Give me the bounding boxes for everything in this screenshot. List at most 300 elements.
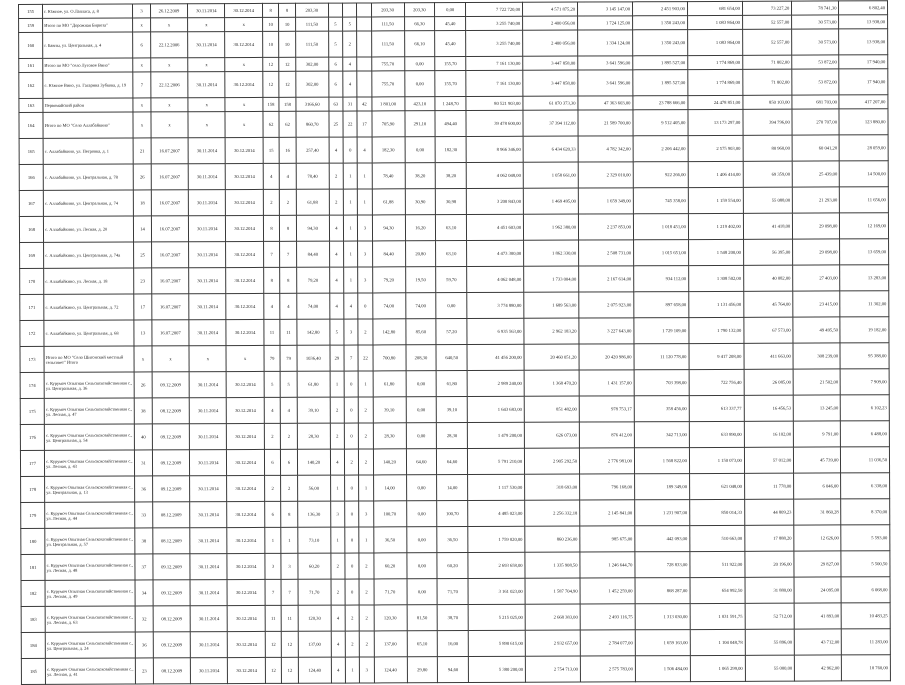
value-cell: 71,70 bbox=[298, 579, 331, 605]
address-cell: с. Курумоч Опытная Сельскохозяйственная с., ул. Центральная, д. 13 bbox=[45, 476, 135, 502]
value-cell: 2 989 240,00 bbox=[467, 370, 524, 396]
value-cell: 1 bbox=[345, 657, 359, 683]
value-cell: 25 439,00 bbox=[792, 161, 839, 187]
address-cell: с. Аллабайкино, ул. Центральная, д. 74 bbox=[43, 190, 133, 216]
value-cell: 2 bbox=[344, 449, 358, 475]
value-cell: 876 412,00 bbox=[579, 422, 634, 448]
value-cell: 2 bbox=[331, 579, 345, 605]
value-cell: 30.11.2014 bbox=[189, 216, 226, 242]
value-cell: 21 589 700,00 bbox=[578, 110, 633, 136]
value-cell: 2 bbox=[330, 423, 344, 449]
value-cell: 2 bbox=[280, 189, 297, 215]
value-cell: x bbox=[151, 58, 188, 72]
value-cell: 417 207,00 bbox=[839, 95, 888, 109]
value-cell: 155,70 bbox=[435, 57, 466, 71]
value-cell: 137,00 bbox=[374, 631, 407, 657]
value-cell: 6 935 563,00 bbox=[467, 318, 524, 344]
value-cell: 09.12.2009 bbox=[152, 450, 189, 476]
value-cell: 934 112,00 bbox=[634, 266, 689, 292]
value-cell: 0,00 bbox=[436, 293, 467, 319]
address-cell: с. Курумоч Опытная Сельскохозяйственная с., ул. Центральная, д. 36 bbox=[44, 372, 134, 398]
value-cell: 42 bbox=[357, 97, 371, 111]
value-cell: 30.11.2014 bbox=[189, 398, 226, 424]
value-cell: 61,88 bbox=[296, 189, 329, 215]
value-cell: 1 bbox=[343, 215, 357, 241]
value-cell: 5 380 200,00 bbox=[468, 656, 525, 682]
value-cell: 860,70 bbox=[296, 111, 329, 137]
value-cell: 3 255 740,00 bbox=[466, 16, 523, 30]
value-cell: 2 784 077,00 bbox=[580, 630, 635, 656]
value-cell: 140,20 bbox=[297, 449, 330, 475]
value-cell: 3166,60 bbox=[296, 97, 329, 111]
table-row bbox=[20, 343, 889, 373]
value-cell: 30.12.2014 bbox=[228, 605, 265, 631]
value-cell: 1 083 864,00 bbox=[688, 29, 743, 55]
value-cell: 30.11.2014 bbox=[190, 528, 227, 554]
value-cell: 1 bbox=[331, 527, 345, 553]
value-cell: x bbox=[134, 346, 152, 372]
value-cell: 16,20 bbox=[405, 215, 436, 241]
value-cell: 851 482,00 bbox=[524, 396, 579, 422]
value-cell: 30.11.2014 bbox=[188, 4, 225, 18]
value-cell: 45,40 bbox=[435, 31, 466, 57]
value-cell: 0,00 bbox=[404, 57, 435, 71]
value-cell: 55 000,00 bbox=[745, 655, 795, 681]
value-cell: 09.12.2009 bbox=[152, 476, 189, 502]
value-cell: 78 741,30 bbox=[792, 1, 839, 15]
table-row bbox=[21, 473, 890, 503]
value-cell: 1 131 456,00 bbox=[689, 291, 744, 317]
value-cell: 1 479 200,00 bbox=[467, 422, 524, 448]
value-cell: 30.11.2014 bbox=[188, 72, 225, 98]
row-number-cell: 155 bbox=[19, 4, 43, 18]
value-cell: 30.12.2014 bbox=[226, 241, 263, 267]
value-cell: 30.11.2014 bbox=[189, 372, 226, 398]
value-cell: 13 938,00 bbox=[839, 29, 888, 55]
value-cell: 10 bbox=[279, 31, 296, 57]
value-cell: 3 145 147,00 bbox=[578, 2, 633, 16]
value-cell: 10 483,25 bbox=[842, 603, 891, 629]
value-cell: 270 707,00 bbox=[792, 109, 839, 135]
value-cell: 1 015 651,00 bbox=[634, 240, 689, 266]
value-cell: 681 703,00 bbox=[792, 95, 839, 109]
value-cell: 155,70 bbox=[435, 71, 466, 97]
address-cell: с. Аллабайкино, ул. Лесная, д. 18 bbox=[44, 268, 134, 294]
value-cell: 13 173 297,00 bbox=[688, 109, 743, 135]
row-number-cell: 172 bbox=[20, 320, 44, 346]
value-cell: 16 456,53 bbox=[744, 395, 794, 421]
value-cell: 5 215 025,00 bbox=[468, 604, 525, 630]
value-cell: 78,40 bbox=[296, 163, 329, 189]
value-cell: 41 418,00 bbox=[743, 213, 793, 239]
value-cell: 11 bbox=[280, 319, 297, 345]
value-cell: x bbox=[225, 97, 262, 111]
value-cell: 4 062 048,00 bbox=[467, 266, 524, 292]
value-cell bbox=[357, 17, 371, 31]
value-cell: 1 150 073,00 bbox=[689, 447, 744, 473]
value-cell: 722 756,40 bbox=[689, 369, 744, 395]
value-cell: 0 bbox=[344, 371, 358, 397]
address-cell: с. Аллабайкино, ул. Центральная, д. 74а bbox=[44, 242, 134, 268]
value-cell: 30.11.2014 bbox=[190, 502, 227, 528]
value-cell: x bbox=[188, 58, 225, 72]
value-cell: 26 085,00 bbox=[744, 369, 794, 395]
value-cell: 13 659,00 bbox=[840, 239, 889, 265]
value-cell: 56 395,00 bbox=[743, 239, 793, 265]
value-cell: 2 bbox=[359, 449, 373, 475]
value-cell: x bbox=[133, 112, 151, 138]
value-cell: 31 bbox=[343, 97, 357, 111]
row-number-cell: 168 bbox=[19, 216, 43, 242]
value-cell: 3 bbox=[359, 501, 373, 527]
value-cell: 52 557,00 bbox=[742, 29, 792, 55]
value-cell: 342 713,00 bbox=[634, 422, 689, 448]
value-cell: 19 182,00 bbox=[840, 317, 889, 343]
value-cell: 860 236,00 bbox=[525, 526, 580, 552]
value-cell: 66,30 bbox=[404, 17, 435, 31]
value-cell: 6 046,00 bbox=[794, 473, 841, 499]
value-cell: 38 bbox=[135, 528, 153, 554]
value-cell: 39,10 bbox=[297, 397, 330, 423]
value-cell: 4 bbox=[357, 137, 371, 163]
value-cell: 755,70 bbox=[371, 71, 404, 97]
value-cell: 4 bbox=[343, 71, 357, 97]
value-cell: 63,10 bbox=[436, 241, 467, 267]
value-cell: 44 809,23 bbox=[744, 499, 794, 525]
value-cell: 4 bbox=[264, 397, 281, 423]
value-cell: 11 778,00 bbox=[744, 473, 794, 499]
value-cell: 100,70 bbox=[437, 501, 468, 527]
value-cell: 22.12.2006 bbox=[151, 72, 188, 98]
value-cell: 755,70 bbox=[371, 57, 404, 71]
value-cell: 74,00 bbox=[297, 293, 330, 319]
value-cell: 94,30 bbox=[372, 215, 405, 241]
value-cell: 10 bbox=[279, 17, 296, 31]
value-cell: 203,30 bbox=[295, 3, 328, 17]
value-cell: 78,40 bbox=[372, 163, 405, 189]
value-cell: 52 712,00 bbox=[745, 603, 795, 629]
value-cell: 8 bbox=[280, 215, 297, 241]
row-number-cell: 184 bbox=[21, 632, 45, 658]
value-cell: 12 bbox=[263, 57, 280, 71]
value-cell: 621 048,00 bbox=[689, 473, 744, 499]
value-cell: 1 790 132,00 bbox=[689, 317, 744, 343]
value-cell: 158 bbox=[263, 97, 280, 111]
value-cell bbox=[357, 71, 371, 97]
value-cell: 140,20 bbox=[373, 449, 406, 475]
value-cell: 2 bbox=[359, 579, 373, 605]
value-cell: 1 335 908,50 bbox=[525, 552, 580, 578]
value-cell: 3 255 740,00 bbox=[466, 30, 523, 56]
row-number-cell: 180 bbox=[21, 528, 45, 554]
address-cell: Итого по МО "Село Аллабайкино" bbox=[43, 112, 133, 138]
value-cell: 61,80 bbox=[436, 371, 467, 397]
value-cell: 25 bbox=[329, 111, 343, 137]
value-cell: 0 bbox=[345, 501, 359, 527]
value-cell: x bbox=[226, 345, 263, 371]
value-cell: 17 bbox=[357, 111, 371, 137]
value-cell: x bbox=[188, 112, 225, 138]
value-cell: 2 451 903,00 bbox=[632, 2, 687, 16]
value-cell: 79 bbox=[280, 345, 297, 371]
value-cell: 208,30 bbox=[406, 345, 437, 371]
value-cell: 4 bbox=[263, 163, 280, 189]
value-cell: 09.12.2009 bbox=[152, 424, 189, 450]
address-cell: Итого по МО "Дорожная Бирюза" bbox=[43, 18, 133, 32]
value-cell: 3 447 858,00 bbox=[523, 70, 578, 96]
value-cell: 2 932 657,00 bbox=[525, 630, 580, 656]
value-cell: 1 548 200,00 bbox=[688, 239, 743, 265]
value-cell: 29 827,00 bbox=[794, 551, 841, 577]
value-cell: 0 bbox=[345, 579, 359, 605]
value-cell: 124,40 bbox=[374, 657, 407, 683]
value-cell: 30.12.2014 bbox=[226, 319, 263, 345]
value-cell: 111,50 bbox=[371, 31, 404, 57]
value-cell: 4 bbox=[264, 293, 281, 319]
value-cell: 52 557,00 bbox=[742, 15, 791, 29]
row-number-cell: 160 bbox=[19, 32, 43, 58]
value-cell: 897 658,00 bbox=[634, 292, 689, 318]
value-cell: 613 337,77 bbox=[689, 395, 744, 421]
value-cell: 29 098,00 bbox=[793, 239, 840, 265]
value-cell: 3 200 843,00 bbox=[466, 188, 523, 214]
value-cell: x bbox=[225, 17, 262, 31]
value-cell: x bbox=[150, 18, 187, 32]
value-cell: 30.11.2014 bbox=[190, 476, 227, 502]
value-cell: 16.07.2007 bbox=[151, 138, 188, 164]
value-cell: 27 403,00 bbox=[793, 265, 840, 291]
value-cell: 64,60 bbox=[437, 449, 468, 475]
value-cell: 6 102,23 bbox=[841, 395, 890, 421]
value-cell: x bbox=[133, 98, 151, 112]
value-cell: 5 890 615,00 bbox=[468, 630, 525, 656]
value-cell: 4 062 048,00 bbox=[466, 162, 523, 188]
value-cell: 2 167 614,00 bbox=[579, 266, 634, 292]
value-cell: 23 bbox=[136, 658, 154, 684]
address-cell: с. Аллабайкино, ул. Центральная, д. 72 bbox=[44, 294, 134, 320]
value-cell: 3 641 596,00 bbox=[578, 56, 633, 70]
value-cell: 12 169,00 bbox=[840, 213, 889, 239]
table-row bbox=[19, 109, 888, 139]
value-cell: 30.11.2014 bbox=[189, 242, 226, 268]
value-cell: 510 663,00 bbox=[690, 525, 745, 551]
value-cell: 442 093,00 bbox=[635, 526, 690, 552]
value-cell: 30.12.2014 bbox=[225, 71, 262, 97]
value-cell: 40 bbox=[135, 424, 153, 450]
value-cell: 9 417 208,00 bbox=[689, 343, 744, 369]
value-cell: 4 bbox=[329, 215, 343, 241]
value-cell: 36,50 bbox=[373, 527, 406, 553]
value-cell: 74,00 bbox=[372, 293, 405, 319]
value-cell: 2 bbox=[281, 475, 298, 501]
value-cell: 4 bbox=[343, 57, 357, 71]
row-number-cell: 169 bbox=[20, 242, 44, 268]
value-cell: 6 bbox=[328, 57, 342, 71]
value-cell: 57,20 bbox=[436, 319, 467, 345]
value-cell: 71,70 bbox=[374, 579, 407, 605]
table-row bbox=[19, 187, 888, 217]
value-cell: 2 075 923,00 bbox=[579, 292, 634, 318]
value-cell: x bbox=[133, 18, 151, 32]
value-cell: 30.12.2014 bbox=[225, 31, 262, 57]
value-cell: 30.12.2014 bbox=[227, 449, 264, 475]
value-cell: 0,00 bbox=[406, 501, 437, 527]
value-cell: 1 248,70 bbox=[435, 97, 466, 111]
value-cell: x bbox=[151, 98, 188, 112]
value-cell: 2 575 903,00 bbox=[688, 135, 743, 161]
value-cell: 6 bbox=[329, 71, 343, 97]
value-cell: 1 117 530,00 bbox=[468, 474, 525, 500]
value-cell: 37 394 112,00 bbox=[523, 110, 578, 136]
value-cell: 0 bbox=[345, 553, 359, 579]
value-cell: 30.12.2014 bbox=[227, 371, 264, 397]
row-number-cell: 185 bbox=[21, 658, 45, 684]
address-cell: г. Южное, ул. О.Лапласа, д. 8 bbox=[43, 4, 133, 18]
value-cell: x bbox=[225, 111, 262, 137]
value-cell: 34 bbox=[135, 580, 153, 606]
value-cell: 12 bbox=[263, 71, 280, 97]
value-cell: 182,30 bbox=[372, 137, 405, 163]
value-cell: 08.12.2009 bbox=[152, 398, 189, 424]
address-cell: с. Курумоч Опытная Сельскохозяйственная с., ул. Лесная, д. 63 bbox=[45, 606, 135, 632]
value-cell: 30.11.2014 bbox=[190, 554, 227, 580]
value-cell: 6 338,00 bbox=[841, 473, 890, 499]
value-cell: 1 368 470,20 bbox=[524, 370, 579, 396]
value-cell: 30.12.2014 bbox=[227, 527, 264, 553]
value-cell: 13 938,00 bbox=[839, 15, 888, 29]
value-cell: 2 329 010,00 bbox=[578, 162, 633, 188]
value-cell: 5 791 210,00 bbox=[467, 448, 524, 474]
value-cell: 1 724 125,00 bbox=[578, 16, 633, 30]
value-cell: 2 693 658,00 bbox=[468, 552, 525, 578]
value-cell: 18 bbox=[134, 190, 152, 216]
value-cell: 0,00 bbox=[406, 527, 437, 553]
value-cell: 31 bbox=[135, 450, 153, 476]
value-cell: 1 406 414,00 bbox=[688, 161, 743, 187]
value-cell bbox=[328, 3, 342, 17]
value-cell: 84,40 bbox=[372, 241, 405, 267]
value-cell: 45,40 bbox=[435, 17, 466, 31]
row-number-cell: 165 bbox=[19, 138, 43, 164]
value-cell: 1 bbox=[265, 527, 282, 553]
value-cell: 9 512 405,00 bbox=[633, 110, 688, 136]
value-cell: 71 802,00 bbox=[743, 69, 793, 95]
value-cell: 7 161 130,00 bbox=[466, 56, 523, 70]
value-cell: 2 bbox=[330, 397, 344, 423]
value-cell: 1 643 683,00 bbox=[467, 396, 524, 422]
value-cell: 3 447 858,00 bbox=[523, 56, 578, 70]
row-number-cell: 173 bbox=[20, 346, 44, 372]
value-cell: 30.11.2014 bbox=[190, 658, 227, 684]
row-number-cell: 179 bbox=[21, 502, 45, 528]
value-cell: 1 733 004,00 bbox=[524, 266, 579, 292]
value-cell: 423,10 bbox=[404, 97, 435, 111]
value-cell: 868 287,00 bbox=[635, 578, 690, 604]
value-cell: 22 bbox=[358, 345, 372, 371]
value-cell: 14 500,00 bbox=[840, 161, 889, 187]
value-cell: 0 bbox=[358, 293, 372, 319]
value-cell: 302,00 bbox=[296, 57, 329, 71]
row-number-cell: 174 bbox=[20, 372, 44, 398]
value-cell: 09.12.2009 bbox=[153, 632, 190, 658]
row-number-cell: 178 bbox=[21, 476, 45, 502]
value-cell: 10 760,00 bbox=[842, 655, 891, 681]
value-cell: 1 bbox=[344, 241, 358, 267]
value-cell: 142,80 bbox=[297, 319, 330, 345]
value-cell: 39,10 bbox=[436, 397, 467, 423]
value-cell: 1 bbox=[343, 163, 357, 189]
value-cell: 30.11.2014 bbox=[190, 606, 227, 632]
value-cell: 30.12.2014 bbox=[227, 553, 264, 579]
value-cell: 137,00 bbox=[298, 631, 331, 657]
value-cell: 2 bbox=[345, 631, 359, 657]
value-cell: 2 bbox=[264, 475, 281, 501]
value-cell: 36 bbox=[135, 632, 153, 658]
value-cell: 1036,40 bbox=[297, 345, 330, 371]
value-cell: 3 641 596,00 bbox=[578, 70, 633, 96]
value-cell: 2 508 731,00 bbox=[579, 240, 634, 266]
value-cell: 291,10 bbox=[404, 111, 435, 137]
address-cell: с. Курумоч Опытная Сельскохозяйственная с., ул. Лесная, д. 49 bbox=[45, 580, 135, 606]
value-cell: 65,10 bbox=[407, 631, 438, 657]
value-cell: 20 420 986,00 bbox=[579, 344, 634, 370]
value-cell: 11 283,00 bbox=[842, 629, 891, 655]
value-cell: 20 460 051,20 bbox=[524, 344, 579, 370]
value-cell: 28,30 bbox=[437, 423, 468, 449]
value-cell: 09.12.2009 bbox=[153, 554, 190, 580]
value-cell: 30 573,00 bbox=[792, 15, 839, 29]
value-cell: 654 992,50 bbox=[690, 577, 745, 603]
value-cell: 11 120 778,00 bbox=[634, 344, 689, 370]
value-cell: 2 776 981,00 bbox=[580, 448, 635, 474]
value-cell: 5 bbox=[328, 31, 342, 57]
value-cell: 40 082,00 bbox=[743, 265, 793, 291]
address-cell: Первомайский район bbox=[43, 98, 133, 112]
value-cell: 30.11.2014 bbox=[189, 294, 226, 320]
value-cell: 111,50 bbox=[295, 31, 328, 57]
value-cell: 09.12.2009 bbox=[153, 580, 190, 606]
value-cell: 5 bbox=[330, 319, 344, 345]
value-cell: 61 070 373,30 bbox=[523, 96, 578, 110]
value-cell: 1 313 030,00 bbox=[635, 604, 690, 630]
address-cell: с. Аллабайкино, ул. Центральная, д. 68 bbox=[44, 320, 134, 346]
value-cell: 5 bbox=[328, 17, 342, 31]
value-cell: 30.11.2014 bbox=[188, 164, 225, 190]
value-cell: 1 bbox=[343, 189, 357, 215]
value-cell: 22.12.2006 bbox=[150, 32, 187, 58]
value-cell: 60,20 bbox=[298, 553, 331, 579]
value-cell: 14,00 bbox=[437, 475, 468, 501]
value-cell: 2 bbox=[358, 319, 372, 345]
value-cell: 61,80 bbox=[373, 371, 406, 397]
value-cell: 23 415,00 bbox=[793, 291, 840, 317]
value-cell: 1 159 554,00 bbox=[688, 187, 743, 213]
value-cell: x bbox=[152, 346, 189, 372]
value-cell: 7 161 130,00 bbox=[466, 70, 523, 96]
value-cell: 0 bbox=[344, 397, 358, 423]
value-cell: 30.11.2014 bbox=[188, 32, 225, 58]
value-cell: 6 bbox=[264, 449, 281, 475]
value-cell: 1 104 048,78 bbox=[690, 629, 745, 655]
table-row bbox=[21, 499, 890, 529]
value-cell: 6 bbox=[133, 32, 151, 58]
row-number-cell: 176 bbox=[20, 424, 44, 450]
value-cell: 2 bbox=[329, 189, 343, 215]
value-cell: 17 940,00 bbox=[839, 69, 888, 95]
housing-program-table bbox=[18, 0, 891, 685]
value-cell: 0,00 bbox=[407, 579, 438, 605]
value-cell: 203,30 bbox=[404, 3, 435, 17]
